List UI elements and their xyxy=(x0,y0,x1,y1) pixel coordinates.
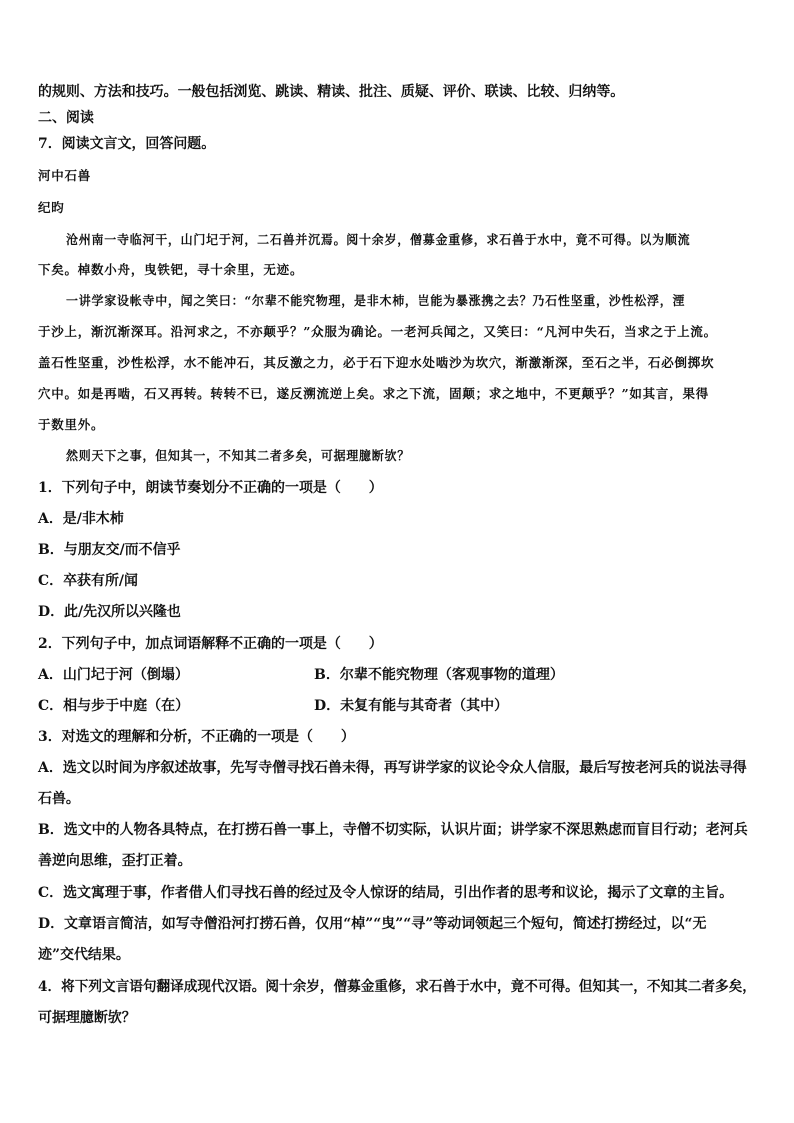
section-title: 二、阅读 xyxy=(38,110,94,126)
question-2-option-b: B．尔辈不能究物理（客观事物的道理） xyxy=(314,667,564,683)
question-3-option-a-line2: 石兽。 xyxy=(38,791,80,807)
question-2-option-d: D．未复有能与其奇者（其中） xyxy=(314,698,509,714)
question-1-option-c: C．卒获有所/闻 xyxy=(38,573,138,589)
question-4-line2: 可据理臆断欤？ xyxy=(38,1010,136,1026)
question-3-stem: 3．对选文的理解和分析，不正确的一项是（ ） xyxy=(38,729,355,745)
question-3-option-c-line1: C．选文寓理于事，作者借人们寻找石兽的经过及令人惊讶的结局，引出作者的思考和议论，揭示了文章的主旨。 xyxy=(38,885,734,901)
passage-p2-line5: 于数里外。 xyxy=(38,417,105,432)
question-3-option-d-line2: 迹”交代结果。 xyxy=(38,947,130,963)
question-1-option-a: A．是/非木杮 xyxy=(38,511,124,527)
passage-p1-line1: 沧州南一寺临河干，山门圮于河，二石兽并沉焉。阅十余岁，僧募金重修，求石兽于水中，竟不可得。以为顺流 xyxy=(66,232,691,247)
question-3-option-b-line2: 善逆向思维，歪打正着。 xyxy=(38,853,192,869)
passage-p2-line2: 于沙上，渐沉渐深耳。沿河求之，不亦颠乎？”众服为确论。一老河兵闻之，又笑曰：“凡河中失石，当求之于上流。 xyxy=(38,324,717,339)
question-1-stem: 1．下列句子中，朗读节奏划分不正确的一项是（ ） xyxy=(38,480,383,496)
passage-p1-line2: 下矣。棹数小舟，曳铁钯，寻十余里，无迹。 xyxy=(38,262,304,277)
question-3-option-b-line1: B．选文中的人物各具特点，在打捞石兽一事上，寺僧不切实际，认识片面；讲学家不深思熟虑而盲目行动；老河兵 xyxy=(38,822,748,838)
passage-p2-line4: 穴中。如是再啮，石又再转。转转不已，遂反溯流逆上矣。求之下流，固颠；求之地中，不更颠乎？”如其言，果得 xyxy=(38,386,709,401)
question-2-stem: 2．下列句子中，加点词语解释不正确的一项是（ ） xyxy=(38,636,383,652)
question-4-line1: 4．将下列文言语句翻译成现代汉语。阅十余岁，僧募金重修，求石兽于水中，竟不可得。但知其一，不知其二者多矣， xyxy=(38,979,756,995)
question-2-option-a: A．山门圮于河（倒塌） xyxy=(38,667,189,683)
question-3-option-a-line1: A．选文以时间为序叙述故事，先写寺僧寻找石兽未得，再写讲学家的议论令众人信服，最后写按老河兵的说法寻得 xyxy=(38,760,747,776)
passage-title: 河中石兽 xyxy=(38,168,92,183)
passage-author: 纪昀 xyxy=(38,200,65,215)
passage-p2-line1: 一讲学家设帐寺中，闻之笑曰：“尔辈不能究物理，是非木杮，岂能为暴涨携之去？乃石性坚重，沙性松浮，湮 xyxy=(66,293,686,308)
question-3-option-d-line1: D．文章语言简洁，如写寺僧沿河打捞石兽，仅用“棹”“曳”“寻”等动词领起三个短句，简述打捞经过，以“无 xyxy=(38,916,707,932)
passage-p2-line3: 盖石性坚重，沙性松浮，水不能冲石，其反激之力，必于石下迎水处啮沙为坎穴，渐激渐深，至石之半，石必倒掷坎 xyxy=(38,355,715,370)
question-2-option-c: C．相与步于中庭（在） xyxy=(38,698,190,714)
question-7: 7．阅读文言文，回答问题。 xyxy=(38,136,216,152)
question-1-option-b: B．与朋友交/而不信乎 xyxy=(38,542,181,558)
question-1-option-d: D．此/先汉所以兴隆也 xyxy=(38,604,181,620)
passage-p3-line1: 然则天下之事，但知其一，不知其二者多矣，可据理臆断欤？ xyxy=(66,448,411,463)
intro-tail: 的规则、方法和技巧。一般包括浏览、跳读、精读、批注、质疑、评价、联读、比较、归纳等。 xyxy=(38,84,625,100)
